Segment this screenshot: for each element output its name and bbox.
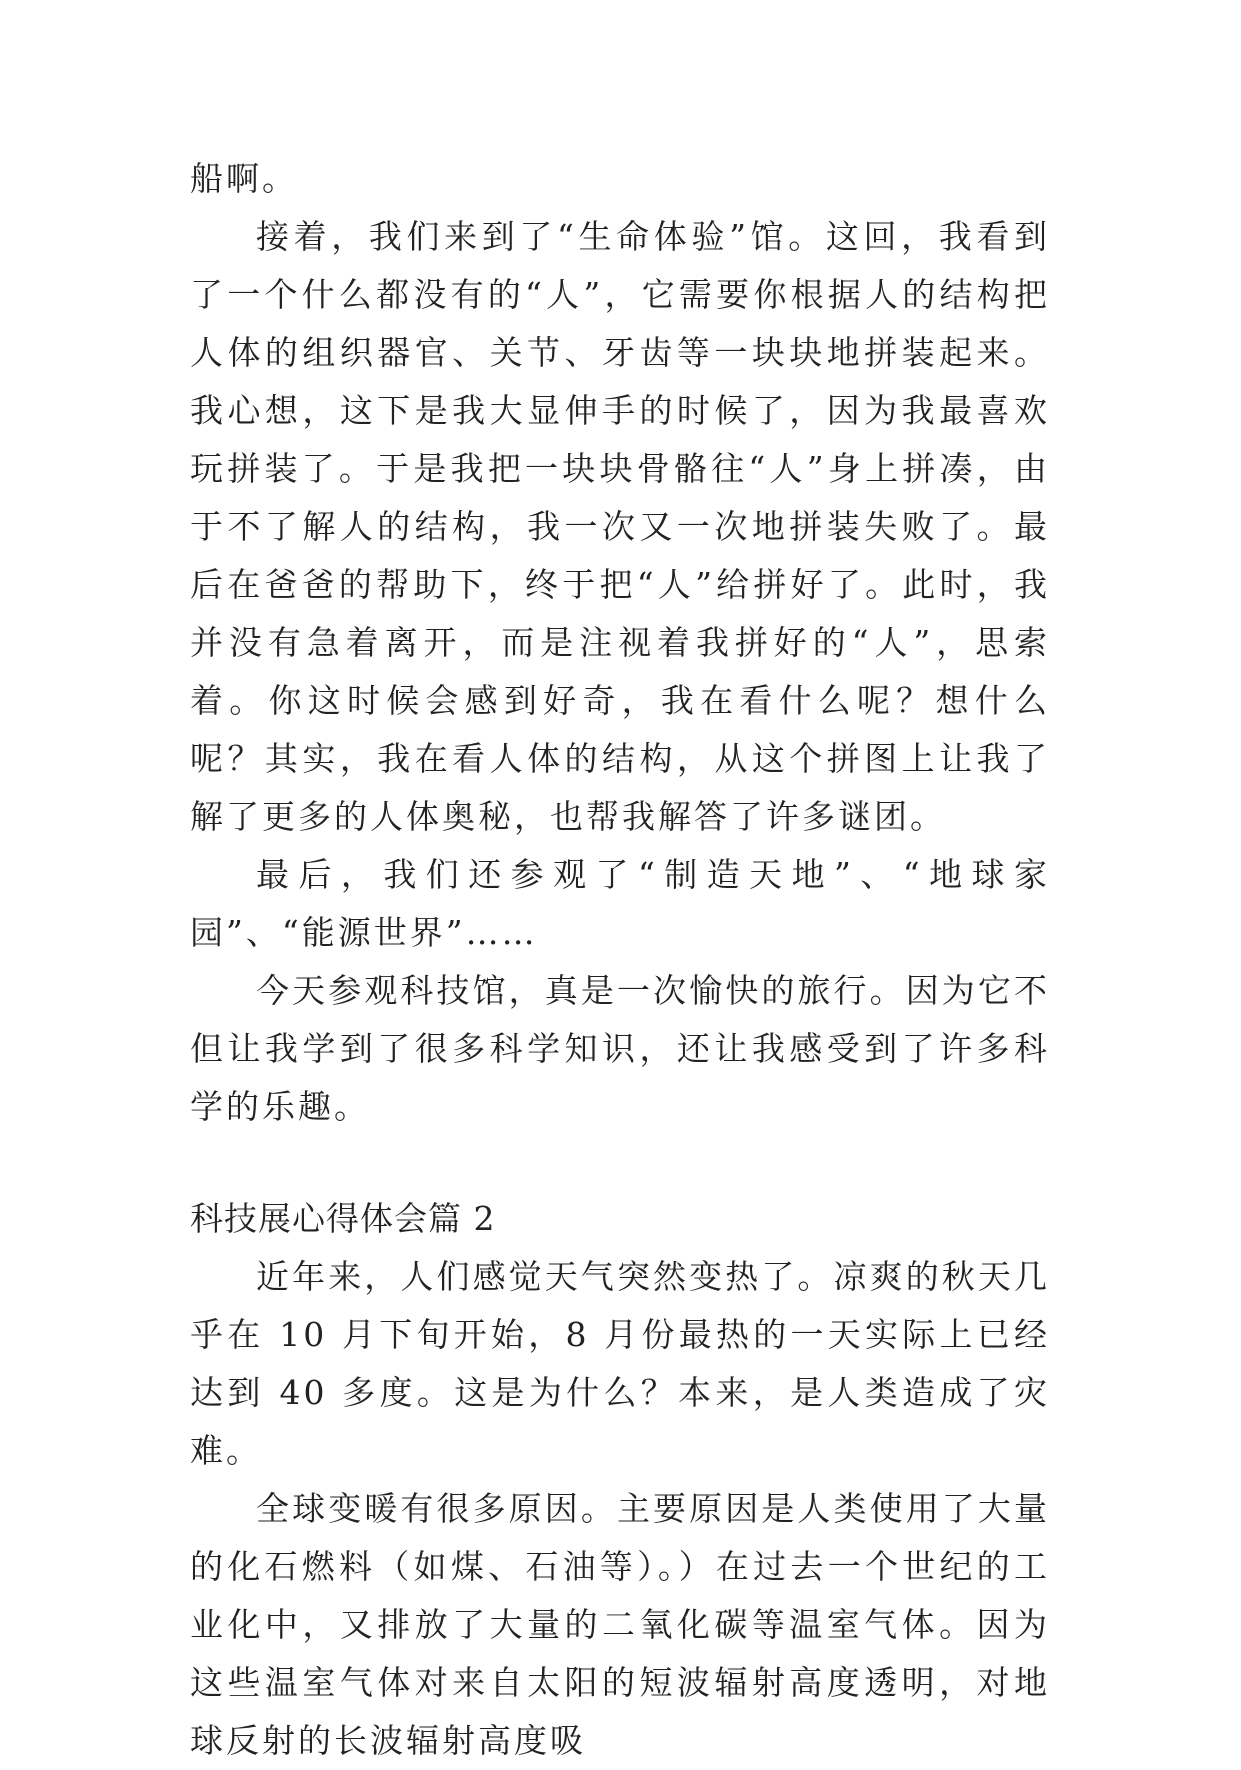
paragraph-conclusion: 今天参观科技馆，真是一次愉快的旅行。因为它不但让我学到了很多科学知识，还让我感受到了许多科学的乐趣。 xyxy=(190,971,1050,1126)
paragraph-global-warming: 全球变暖有很多原因。主要原因是人类使用了大量的化石燃料（如煤、石油等）。）在过去一个世纪的工业化中，又排放了大量的二氧化碳等温室气体。因为这些温室气体对来自太阳的短波辐射高度透明，对地球反射的长波辐射高度吸 xyxy=(190,1489,1050,1760)
paragraph-other-halls: 最后，我们还参观了“制造天地”、“地球家园”、“能源世界”…… xyxy=(190,855,1050,952)
paragraph-weather: 近年来，人们感觉天气突然变热了。凉爽的秋天几乎在 10 月下旬开始，8 月份最热的一天实际上已经达到 40 多度。这是为什么？本来，是人类造成了灾难。 xyxy=(190,1257,1050,1470)
paragraph-continuation: 船啊。 xyxy=(190,159,298,198)
paragraph-life-experience: 接着，我们来到了“生命体验”馆。这回，我看到了一个什么都没有的“人”，它需要你根据人的结构把人体的组织器官、关节、牙齿等一块块地拼装起来。我心想，这下是我大显伸手的时候了，因为我最喜欢玩拼装了。于是我把一块块骨骼往“人”身上拼凑，由于不了解人的结构，我一次又一次地拼装失败了。最后在爸爸的帮助下，终于把“人”给拼好了。此时，我并没有急着离开，而是注视着我拼好的“人”，思索着。你这时候会感到好奇，我在看什么呢？想什么呢？其实，我在看人体的结构，从这个拼图上让我了解了更多的人体奥秘，也帮我解答了许多谜团。 xyxy=(190,217,1050,836)
section-heading: 科技展心得体会篇 2 xyxy=(190,1199,496,1238)
document-body xyxy=(190,150,1050,1770)
